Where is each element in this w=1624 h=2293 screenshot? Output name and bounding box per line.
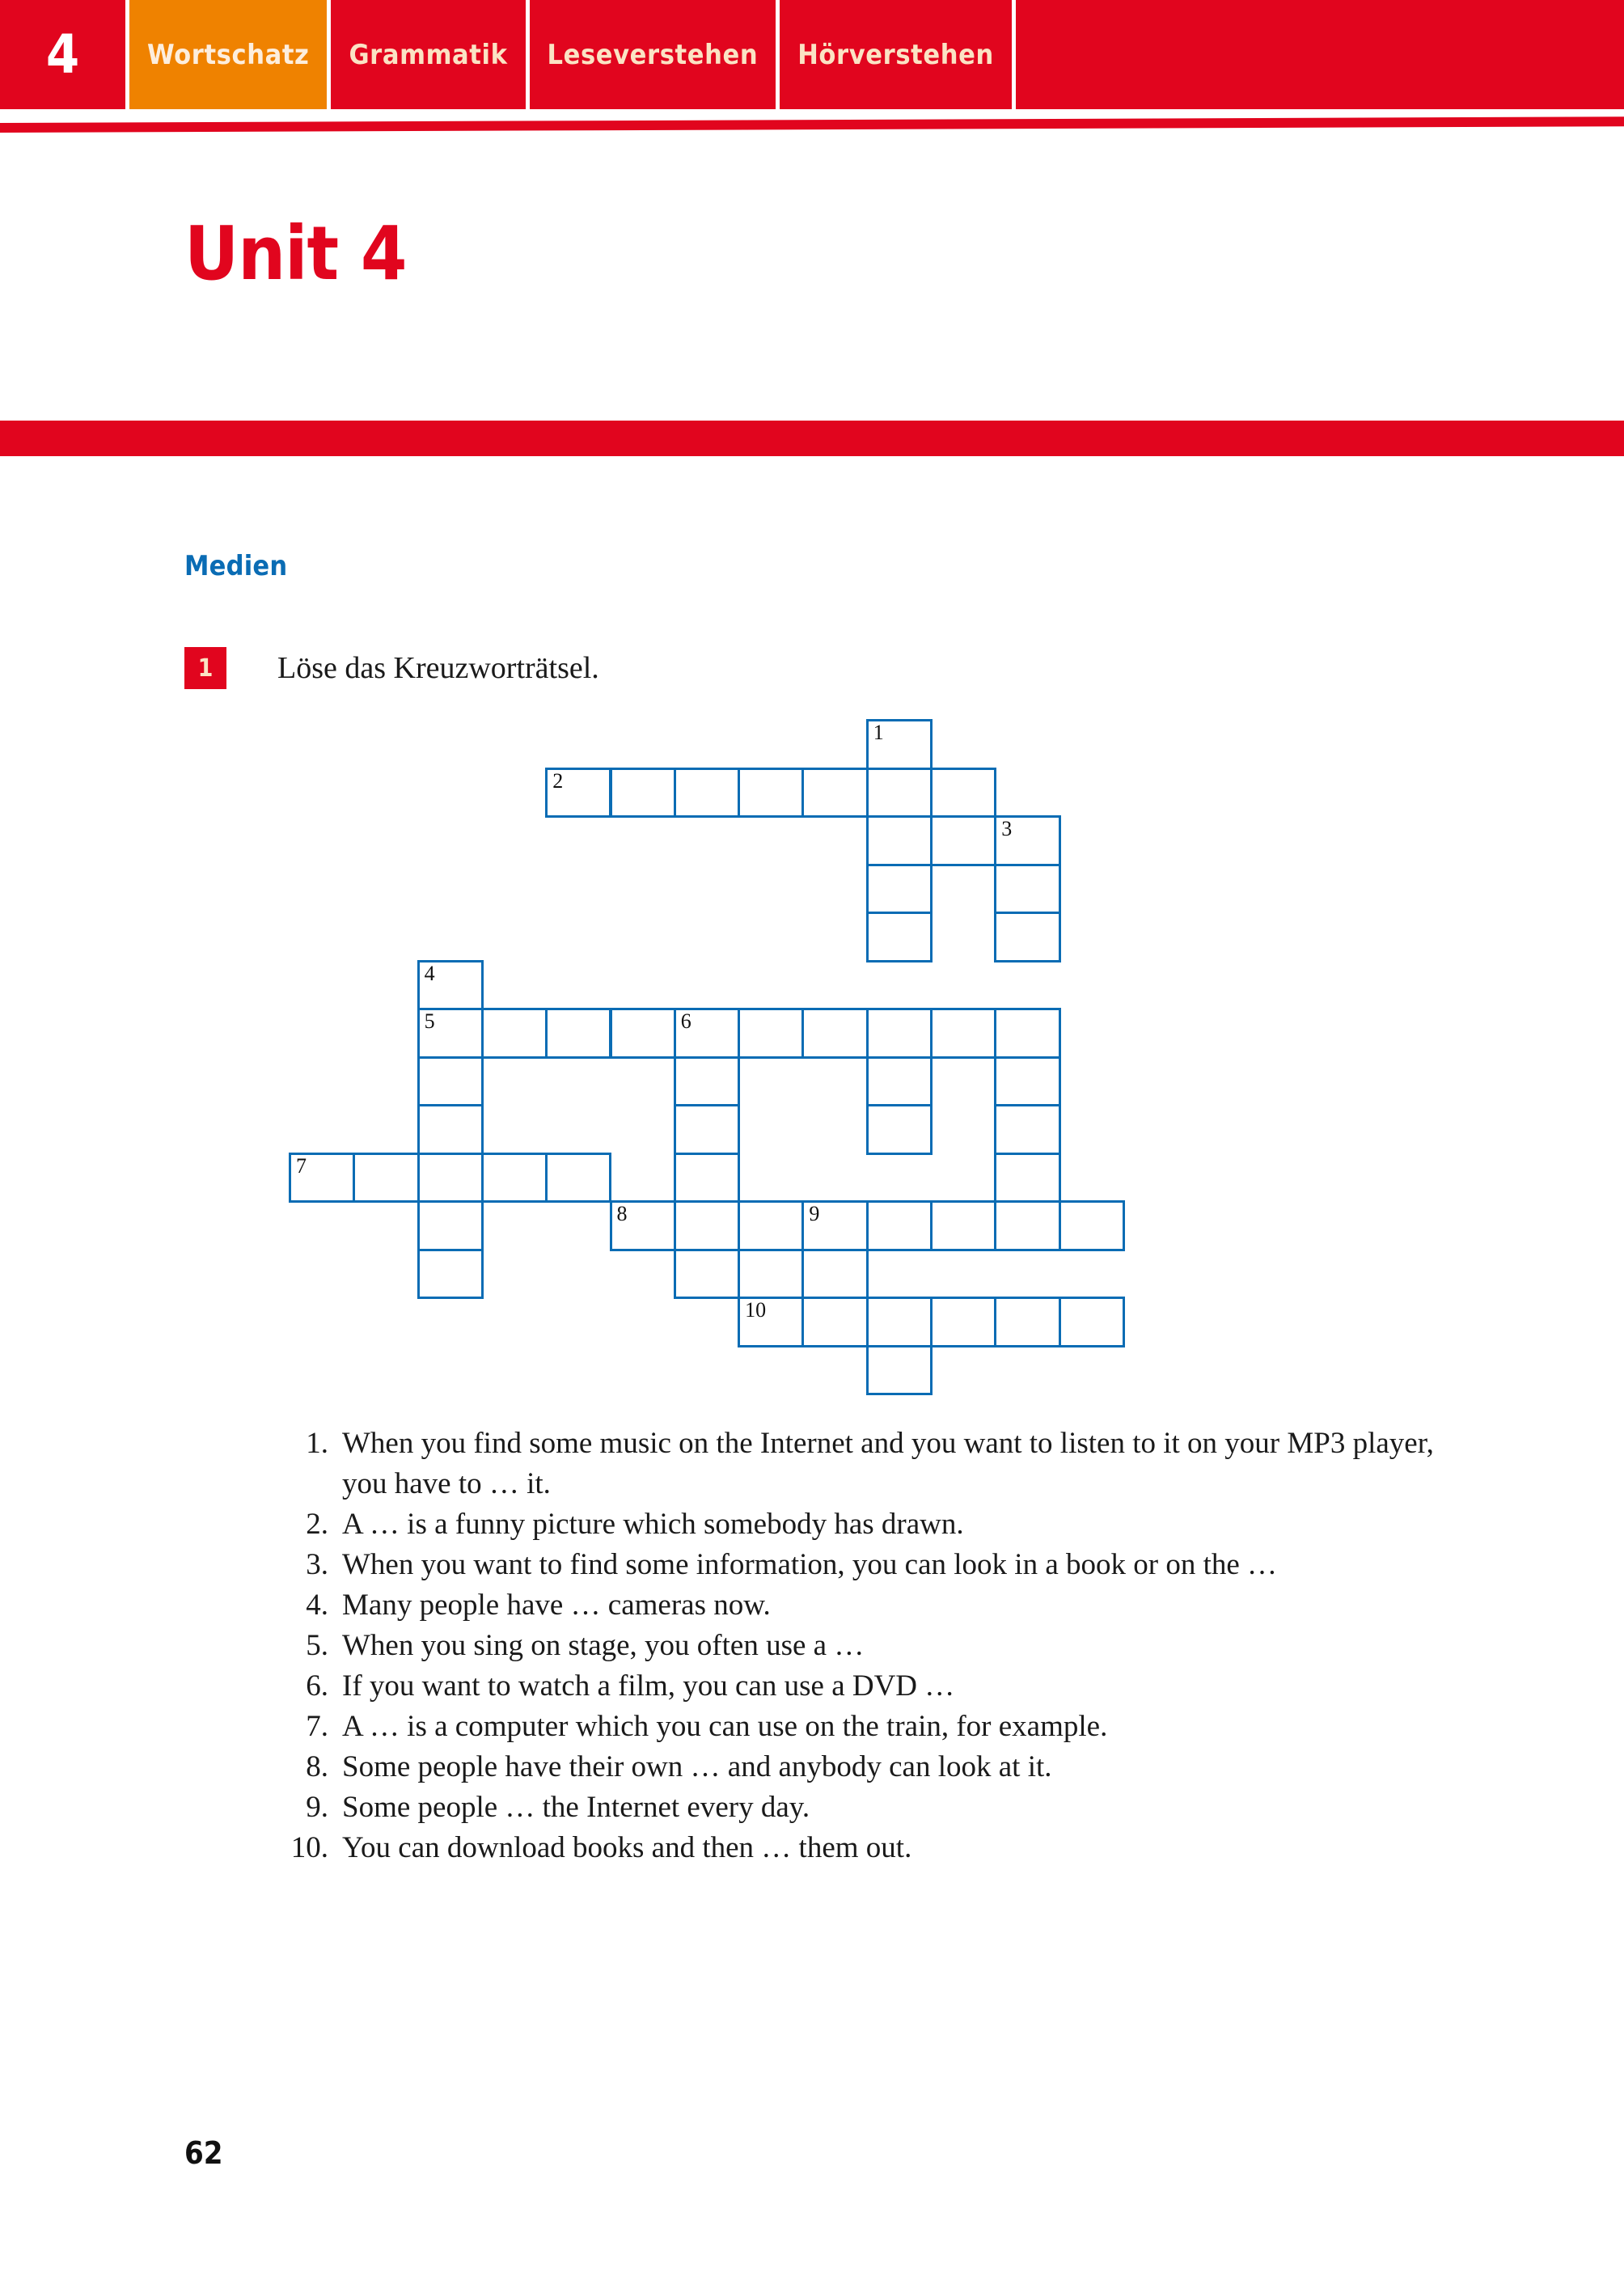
clue-number: 1. xyxy=(306,1427,328,1460)
crossword-cell[interactable] xyxy=(738,1200,804,1251)
clue-item xyxy=(287,1504,1436,1545)
crossword-cell[interactable] xyxy=(801,1008,868,1059)
crossword-cell[interactable] xyxy=(738,1249,804,1300)
crossword-cell[interactable] xyxy=(930,768,996,819)
crossword-cell[interactable] xyxy=(738,1008,804,1059)
clue-item xyxy=(287,1666,1436,1707)
crossword-cell[interactable] xyxy=(801,768,868,819)
clue-text: A … is a computer which you can use on the train, for example. xyxy=(342,1710,1108,1743)
crossword-clue-number-9: 9 xyxy=(809,1202,820,1225)
clue-text: When you find some music on the Internet and you want to listen to it on your MP3 player, you have to … it. xyxy=(342,1427,1434,1500)
crossword-cell[interactable] xyxy=(545,1008,611,1059)
crossword-cell[interactable] xyxy=(610,768,676,819)
crossword-cell[interactable] xyxy=(866,1200,933,1251)
clue-item xyxy=(287,1545,1436,1585)
crossword-cell[interactable] xyxy=(994,1297,1060,1347)
crossword-cell[interactable] xyxy=(417,1249,484,1300)
clue-text: Some people have their own … and anybody can look at it. xyxy=(342,1750,1052,1783)
clue-text: Many people have … cameras now. xyxy=(342,1589,771,1622)
clue-number: 5. xyxy=(306,1629,328,1662)
clue-number: 2. xyxy=(306,1508,328,1541)
crossword-cell[interactable] xyxy=(674,768,740,819)
clue-number: 4. xyxy=(306,1589,328,1622)
clue-item xyxy=(287,1585,1436,1626)
task-number-badge: 1 xyxy=(184,647,226,689)
crossword-cell[interactable] xyxy=(417,1104,484,1155)
crossword-cell[interactable] xyxy=(866,912,933,962)
crossword-cell[interactable] xyxy=(994,864,1060,915)
crossword-clue-number-4: 4 xyxy=(424,961,435,985)
crossword-cell-start-4[interactable] xyxy=(417,960,484,1011)
crossword-cell-start-7[interactable] xyxy=(289,1153,355,1204)
crossword-cell[interactable] xyxy=(866,1008,933,1059)
crossword-clue-number-6: 6 xyxy=(680,1009,691,1033)
section-divider-bar xyxy=(0,421,1624,456)
clue-number: 6. xyxy=(306,1669,328,1703)
crossword-cell[interactable] xyxy=(674,1056,740,1107)
crossword-clue-number-1: 1 xyxy=(873,721,884,744)
crossword-cell[interactable] xyxy=(930,1200,996,1251)
page-title: Unit 4 xyxy=(184,210,407,297)
crossword-cell-start-9[interactable] xyxy=(801,1200,868,1251)
crossword-cell[interactable] xyxy=(674,1200,740,1251)
tab-grammatik[interactable]: Grammatik xyxy=(331,0,529,109)
clue-text: When you sing on stage, you often use a … xyxy=(342,1629,865,1662)
crossword-cell[interactable] xyxy=(930,1008,996,1059)
crossword-cell[interactable] xyxy=(866,768,933,819)
crossword-cell[interactable] xyxy=(738,768,804,819)
crossword-cell[interactable] xyxy=(417,1153,484,1204)
page-number: 62 xyxy=(184,2135,223,2171)
clue-number: 3. xyxy=(306,1548,328,1581)
clue-number: 10. xyxy=(290,1831,328,1864)
crossword-cell[interactable] xyxy=(674,1104,740,1155)
crossword-cell[interactable] xyxy=(1059,1297,1125,1347)
crossword-clue-number-7: 7 xyxy=(296,1153,307,1178)
crossword-cell[interactable] xyxy=(674,1249,740,1300)
crossword-clue-number-10: 10 xyxy=(745,1298,767,1322)
crossword-cell[interactable] xyxy=(801,1297,868,1347)
crossword-cell[interactable] xyxy=(994,1153,1060,1204)
crossword-cell[interactable] xyxy=(866,864,933,915)
crossword-cell-start-2[interactable] xyxy=(545,768,611,819)
crossword-cell[interactable] xyxy=(866,1056,933,1107)
tab-hoerverstehen[interactable]: Hörverstehen xyxy=(780,0,1016,109)
crossword-cell-start-5[interactable] xyxy=(417,1008,484,1059)
crossword-cell-start-3[interactable] xyxy=(994,815,1060,866)
crossword-cell[interactable] xyxy=(545,1153,611,1204)
crossword-cell[interactable] xyxy=(930,1297,996,1347)
clue-text: When you want to find some information, you can look in a book or on the … xyxy=(342,1548,1278,1581)
crossword-clue-number-8: 8 xyxy=(616,1202,628,1225)
crossword-cell[interactable] xyxy=(610,1008,676,1059)
crossword-cell[interactable] xyxy=(801,1249,868,1300)
clue-item xyxy=(287,1828,1436,1868)
crossword-cell[interactable] xyxy=(417,1056,484,1107)
crossword-cell[interactable] xyxy=(994,912,1060,962)
clue-item xyxy=(287,1626,1436,1666)
crossword-cell[interactable] xyxy=(866,815,933,866)
clue-text: You can download books and then … them out. xyxy=(342,1831,912,1864)
clue-item xyxy=(287,1787,1436,1828)
crossword-cell[interactable] xyxy=(994,1056,1060,1107)
crossword-cell[interactable] xyxy=(481,1153,548,1204)
clue-list xyxy=(287,1424,1436,1868)
crossword-cell[interactable] xyxy=(994,1200,1060,1251)
header-band xyxy=(0,0,1624,109)
task-instruction: Löse das Kreuzworträtsel. xyxy=(277,651,599,685)
crossword-cell-start-10[interactable] xyxy=(738,1297,804,1347)
crossword-cell[interactable] xyxy=(353,1153,419,1204)
tab-leseverstehen[interactable]: Leseverstehen xyxy=(530,0,780,109)
crossword-cell-start-6[interactable] xyxy=(674,1008,740,1059)
clue-text: Some people … the Internet every day. xyxy=(342,1791,810,1824)
crossword-cell[interactable] xyxy=(417,1200,484,1251)
crossword-clue-number-3: 3 xyxy=(1001,817,1013,840)
section-heading: Medien xyxy=(184,550,288,582)
task-row xyxy=(184,647,599,689)
crossword-cell[interactable] xyxy=(674,1153,740,1204)
clue-number: 7. xyxy=(306,1710,328,1743)
crossword-clue-number-2: 2 xyxy=(552,768,564,793)
crossword-clue-number-5: 5 xyxy=(424,1009,435,1033)
crossword-cell[interactable] xyxy=(930,815,996,866)
clue-text: If you want to watch a film, you can use a DVD … xyxy=(342,1669,955,1703)
header-underline-rule xyxy=(0,116,1624,133)
crossword-cell[interactable] xyxy=(481,1008,548,1059)
tab-wortschatz[interactable]: Wortschatz xyxy=(125,0,331,109)
crossword-cell[interactable] xyxy=(1059,1200,1125,1251)
crossword-cell-start-1[interactable] xyxy=(866,719,933,770)
crossword-cell-start-8[interactable] xyxy=(610,1200,676,1251)
unit-number-badge: 4 xyxy=(45,23,80,86)
clue-item xyxy=(287,1707,1436,1747)
crossword-cell[interactable] xyxy=(994,1008,1060,1059)
chapter-tab-strip xyxy=(125,0,1258,109)
crossword-cell[interactable] xyxy=(866,1345,933,1396)
tab-strip-filler xyxy=(1016,0,1258,109)
clue-item xyxy=(287,1747,1436,1787)
clue-item xyxy=(287,1424,1436,1504)
clue-number: 8. xyxy=(306,1750,328,1783)
clue-number: 9. xyxy=(306,1791,328,1824)
crossword-cell[interactable] xyxy=(994,1104,1060,1155)
crossword-cell[interactable] xyxy=(866,1104,933,1155)
clue-text: A … is a funny picture which somebody has drawn. xyxy=(342,1508,964,1541)
crossword-cell[interactable] xyxy=(866,1297,933,1347)
